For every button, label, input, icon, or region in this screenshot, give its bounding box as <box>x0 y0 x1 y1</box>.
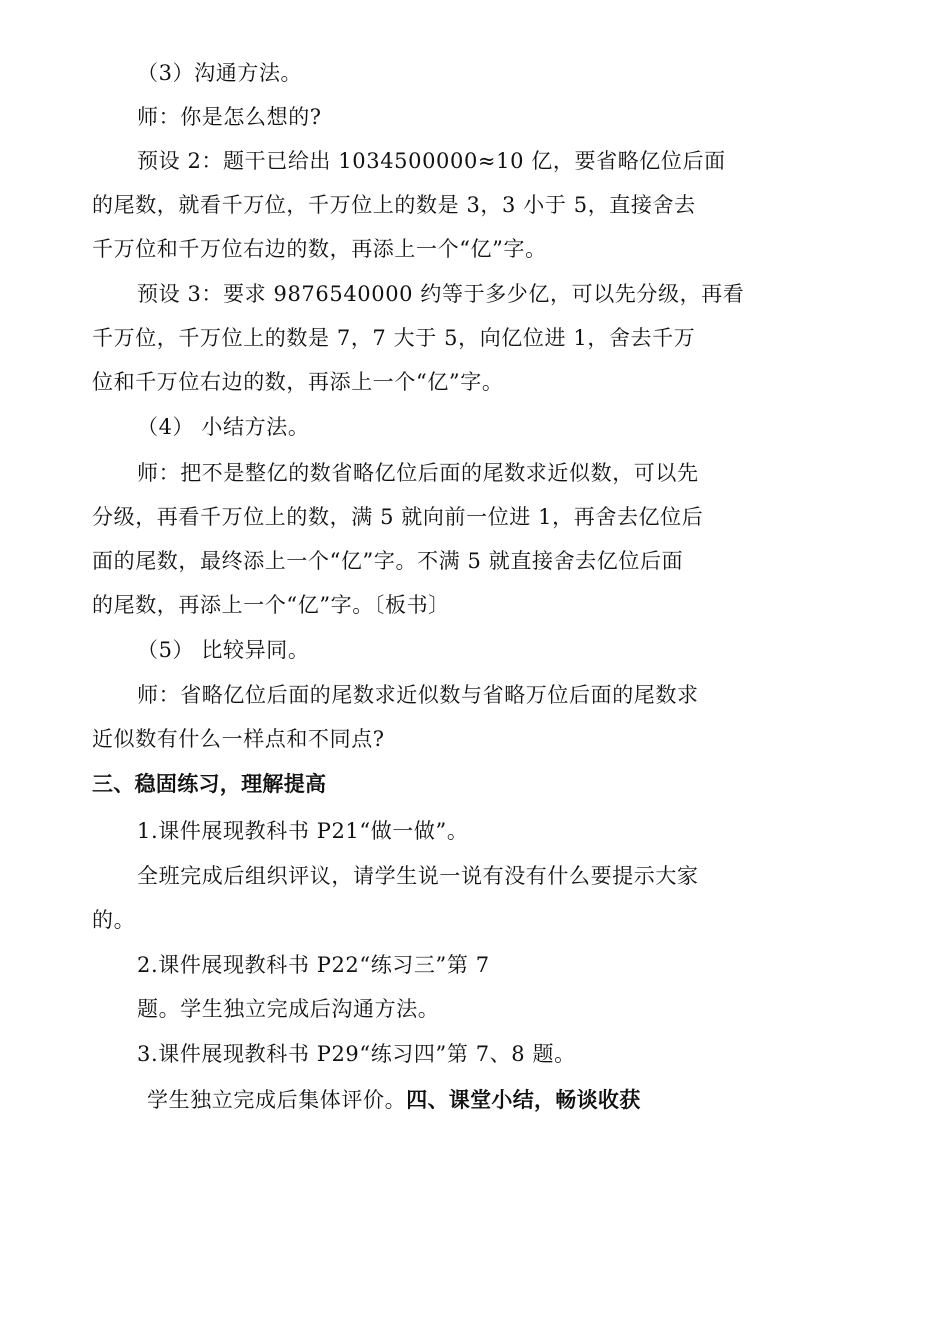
preset-3-line-1: 预设 3：要求 9876540000 约等于多少亿，可以先分级，再看 <box>137 282 745 306</box>
teacher-question: 师：你是怎么想的? <box>137 105 322 129</box>
preset-2-line-3: 千万位和千万位右边的数，再添上一个“亿”字。 <box>92 237 547 261</box>
teacher-compare-line-2: 近似数有什么一样点和不同点? <box>92 727 385 751</box>
subheading-summary-method: （4） 小结方法。 <box>137 415 310 439</box>
preset-3-line-2: 千万位，千万位上的数是 7，7 大于 5，向亿位进 1，舍去千万 <box>92 326 696 350</box>
teacher-summary-line-2: 分级，再看千万位上的数，满 5 就向前一位进 1，再舍去亿位后 <box>92 505 704 529</box>
preset-2-line-1: 预设 2：题干已给出 1034500000≈10 亿，要省略亿位后面 <box>137 149 726 173</box>
teacher-summary-line-3: 面的尾数，最终添上一个“亿”字。不满 5 就直接舍去亿位后面 <box>92 549 684 573</box>
exercise-1: 1.课件展现教科书 P21“做一做”。 <box>137 819 469 843</box>
final-line-normal-text: 学生独立完成后集体评价。 <box>147 1088 407 1112</box>
final-line <box>147 1085 797 1115</box>
teacher-compare-line-1: 师：省略亿位后面的尾数求近似数与省略万位后面的尾数求 <box>137 683 699 707</box>
preset-2-line-2: 的尾数，就看千万位，千万位上的数是 3，3 小于 5，直接舍去 <box>92 193 696 217</box>
teacher-summary-line-4: 的尾数，再添上一个“亿”字。〔板书〕 <box>92 593 450 617</box>
section-4-heading: 四、课堂小结，畅谈收获 <box>406 1088 641 1112</box>
subheading-communicate-method: （3）沟通方法。 <box>137 61 303 85</box>
review-line-2: 的。 <box>92 908 136 932</box>
preset-3-line-3: 位和千万位右边的数，再添上一个“亿”字。 <box>92 370 504 394</box>
subheading-compare: （5） 比较异同。 <box>137 638 310 662</box>
section-3-heading: 三、稳固练习，理解提高 <box>92 772 327 796</box>
teacher-summary-line-1: 师：把不是整亿的数省略亿位后面的尾数求近似数，可以先 <box>137 461 699 485</box>
review-line-1: 全班完成后组织评议，请学生说一说有没有什么要提示大家 <box>137 864 699 888</box>
exercise-3: 3.课件展现教科书 P29“练习四”第 7、8 题。 <box>137 1042 576 1066</box>
exercise-2-continued: 题。学生独立完成后沟通方法。 <box>137 997 440 1021</box>
exercise-2: 2.课件展现教科书 P22“练习三”第 7 <box>137 953 490 977</box>
